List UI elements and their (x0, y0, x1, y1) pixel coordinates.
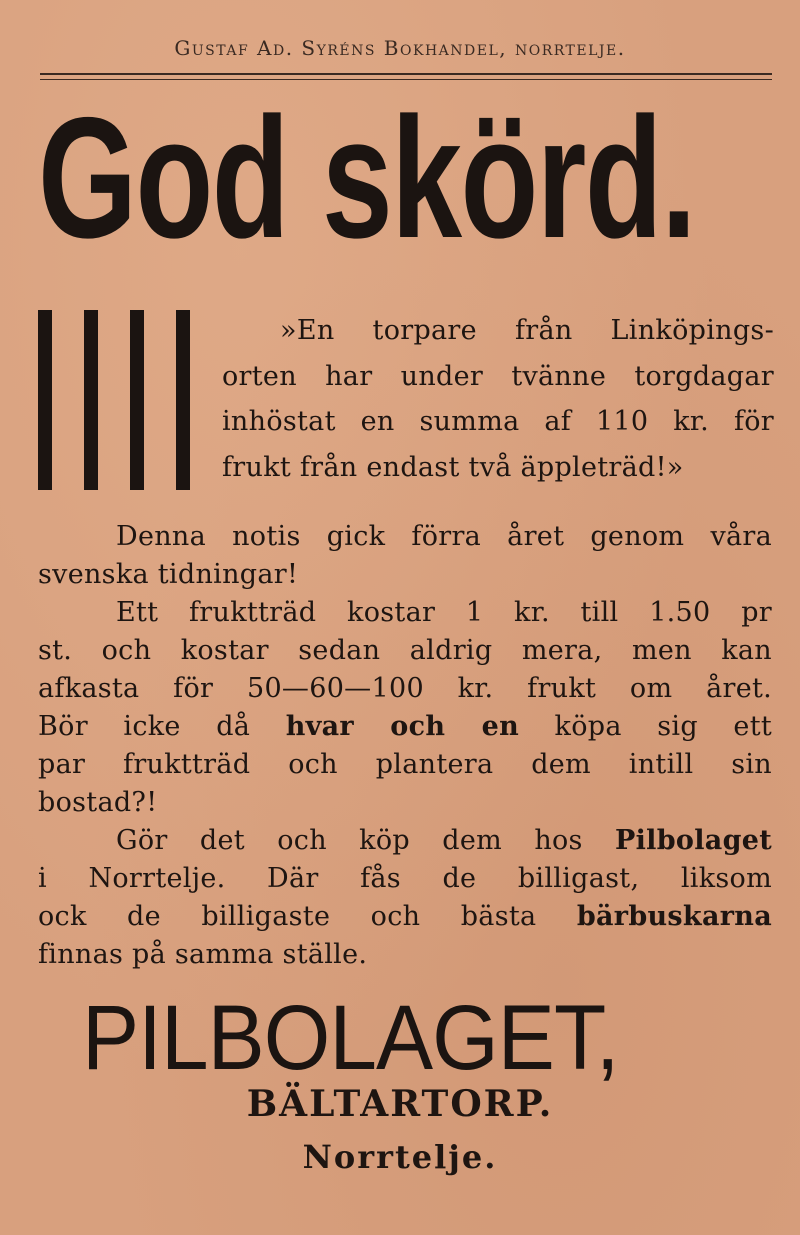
company-name: PILBOLAGET, (82, 987, 619, 1089)
quote-line: orten har under tvänne torgdagar (222, 360, 774, 392)
body-line: Ett fruktträd kostar 1 kr. till 1.50 pr (116, 597, 772, 628)
body-line (38, 898, 772, 936)
headline: God skörd. (38, 82, 696, 274)
bookshop-header: Gustaf Ad. Syréns Bokhandel, norrtelje. (174, 36, 626, 60)
body-text-run: Gör det och köp dem hos (116, 825, 616, 856)
news-quote (222, 308, 774, 490)
emphasis-text: bärbuskarna (576, 901, 772, 932)
decorative-bars (38, 310, 198, 490)
quote-line: frukt från endast två äppleträd!» (222, 451, 684, 483)
body-line: i Norrtelje. Där fås de billigast, liksom (38, 863, 772, 894)
body-line: svenska tidningar! (38, 559, 299, 590)
decorative-bar (84, 310, 98, 490)
ad-body-text (38, 518, 772, 974)
body-line: st. och kostar sedan aldrig mera, men kan (38, 635, 772, 666)
decorative-bar (176, 310, 190, 490)
body-line: finnas på samma ställe. (38, 939, 368, 970)
body-line: par fruktträd och plantera dem intill sin (38, 749, 772, 780)
body-text-run: ock de billigaste och bästa (38, 901, 577, 932)
body-line: bostad?! (38, 787, 158, 818)
emphasis-text: Pilbolaget (615, 825, 772, 856)
body-line (38, 708, 772, 746)
company-town: Norrtelje. (302, 1138, 498, 1176)
emphasis-text: hvar och en (285, 711, 520, 742)
decorative-bar (130, 310, 144, 490)
quote-line: inhöstat en summa af 110 kr. för (222, 406, 774, 437)
decorative-bar (38, 310, 52, 490)
quote-line: »En torpare från Linköpings- (280, 315, 774, 346)
company-location: BÄLTARTORP. (246, 1083, 554, 1125)
body-line: afkasta för 50—60—100 kr. frukt om året. (38, 673, 772, 704)
body-text-run: Bör icke då (38, 711, 286, 742)
body-line: Denna notis gick förra året genom våra (116, 521, 772, 552)
header-rule-thick (40, 73, 772, 75)
body-line (38, 822, 772, 860)
header-rule-thin (40, 79, 772, 80)
body-text-run: köpa sig ett (519, 711, 773, 742)
